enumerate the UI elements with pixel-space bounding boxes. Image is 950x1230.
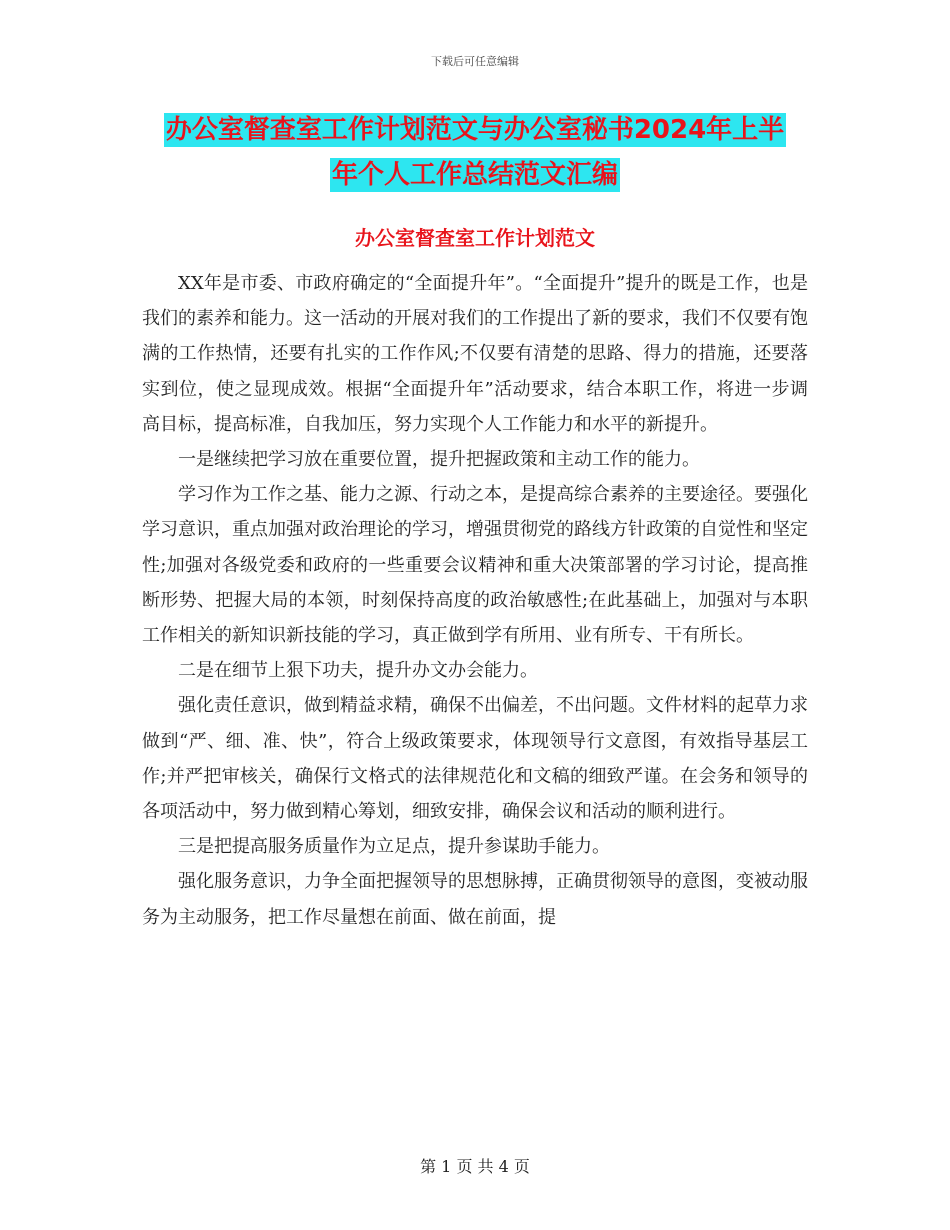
header-note: 下载后可任意编辑 bbox=[431, 55, 519, 68]
page-footer: 第 1 页 共 4 页 bbox=[420, 1157, 530, 1176]
title-line-1: 办公室督查室工作计划范文与办公室秘书2024年上半 bbox=[165, 115, 785, 145]
section-title: 办公室督查室工作计划范文 bbox=[355, 226, 595, 250]
paragraph: 二是在细节上狠下功夫，提升办文办会能力。 bbox=[178, 660, 538, 682]
title-line-2: 年个人工作总结范文汇编 bbox=[331, 160, 618, 190]
paragraph: 强化责任意识，做到精益求精，确保不出偏差，不出问题。文件材料的起草力求做到“严、细、准、快”，符合上级政策要求，体现领导行文意图，有效指导基层工作;并严把审核关，确保行文格式的法律规范化和文稿的细致严谨。在会务和领导的各项活动中，努力做到精心筹划，细致安排，确保会议和活动的顺利进行。 bbox=[142, 695, 808, 823]
document-title bbox=[0, 108, 950, 198]
paragraph: 一是继续把学习放在重要位置，提升把握政策和主动工作的能力。 bbox=[178, 449, 700, 471]
paragraph: XX年是市委、市政府确定的“全面提升年”。“全面提升”提升的既是工作，也是我们的素养和能力。这一活动的开展对我们的工作提出了新的要求，我们不仅要有饱满的工作热情，还要有扎实的工作作风;不仅要有清楚的思路、得力的措施，还要落实到位，使之显现成效。根据“全面提升年”活动要求，结合本职工作，将进一步调高目标，提高标准，自我加压，努力实现个人工作能力和水平的新提升。 bbox=[142, 273, 808, 435]
paragraph: 学习作为工作之基、能力之源、行动之本，是提高综合素养的主要途径。要强化学习意识，重点加强对政治理论的学习，增强贯彻党的路线方针政策的自觉性和坚定性;加强对各级党委和政府的一些重要会议精神和重大决策部署的学习讨论，提高推断形势、把握大局的本领，时刻保持高度的政治敏感性;在此基础上，加强对与本职工作相关的新知识新技能的学习，真正做到学有所用、业有所专、干有所长。 bbox=[142, 484, 808, 647]
body-text bbox=[142, 266, 808, 935]
paragraph: 三是把提高服务质量作为立足点，提升参谋助手能力。 bbox=[178, 836, 610, 858]
paragraph: 强化服务意识，力争全面把握领导的思想脉搏，正确贯彻领导的意图，变被动服务为主动服务，把工作尽量想在前面、做在前面，提 bbox=[142, 871, 808, 928]
